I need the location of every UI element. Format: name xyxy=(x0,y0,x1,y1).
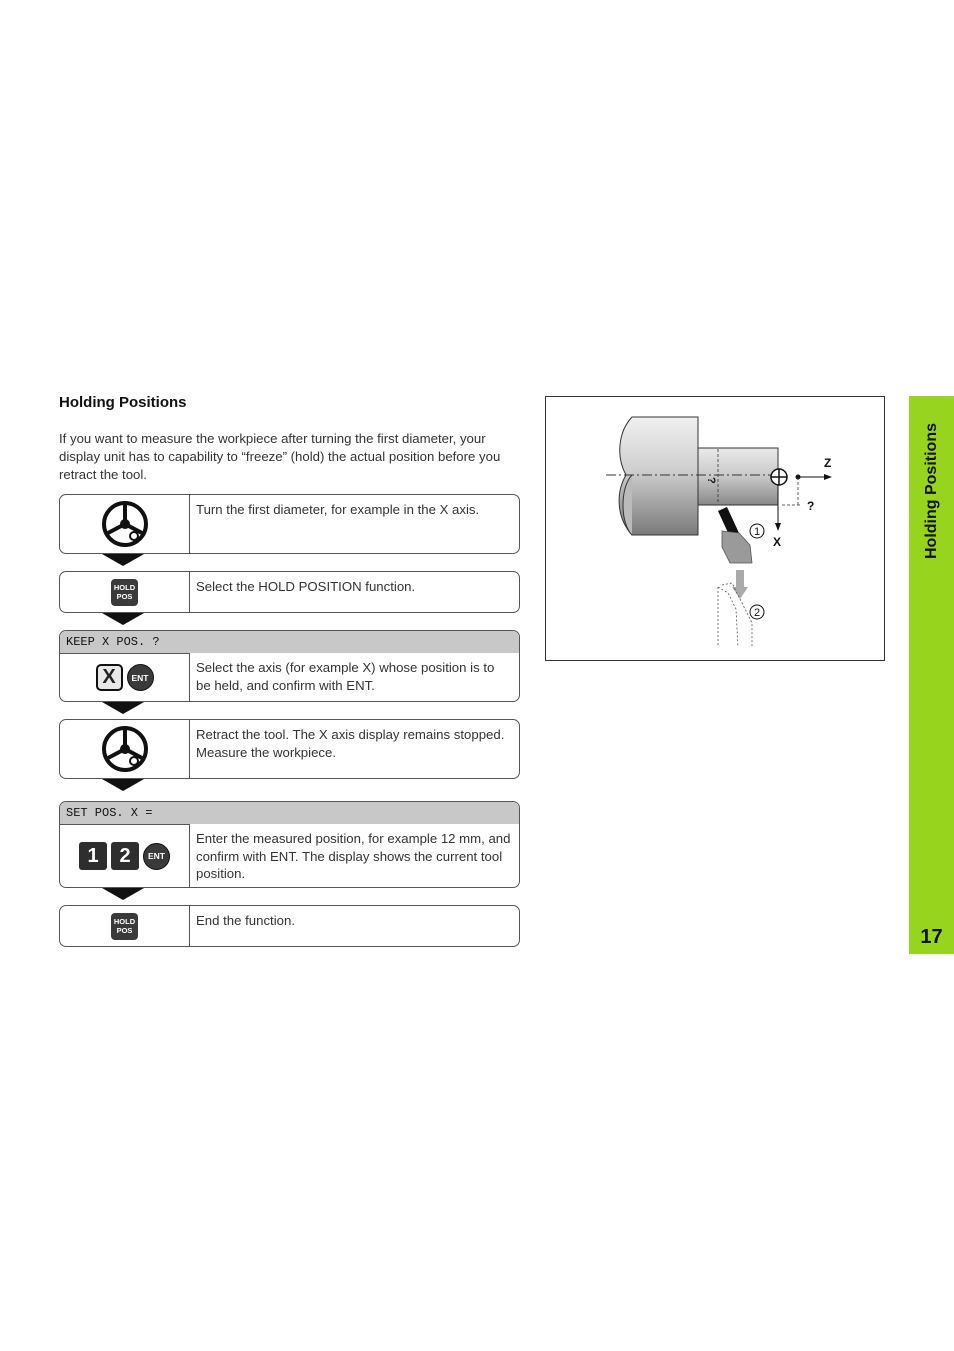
page-number: 17 xyxy=(920,926,943,948)
x-axis-label: X xyxy=(773,535,782,549)
step-4-text: Retract the tool. The X axis display remains stopped. Measure the workpiece. xyxy=(196,727,505,760)
step-2-box xyxy=(59,571,520,613)
hold-key-label-1: HOLD xyxy=(113,917,136,926)
flow-arrow xyxy=(102,613,144,625)
step-5-text: Enter the measured position, for example 12 mm, and confirm with ENT. The display shows the current tool position. xyxy=(196,831,511,881)
hold-pos-key[interactable] xyxy=(111,913,138,940)
flow-arrow xyxy=(102,888,144,900)
z-axis-label: Z xyxy=(824,456,832,470)
handwheel-icon xyxy=(100,499,150,549)
marker-2-label: 2 xyxy=(753,607,761,619)
step-3-text: Select the axis (for example X) whose position is to be held, and confirm with ENT. xyxy=(196,660,495,693)
step-2-icon-cell xyxy=(60,572,190,612)
step-5-box xyxy=(59,801,520,888)
digit-2-key[interactable]: 2 xyxy=(111,842,139,870)
step-6-text: End the function. xyxy=(196,913,295,928)
side-tab-title: Holding Positions xyxy=(922,423,940,559)
turning-diagram xyxy=(545,396,885,661)
set-pos-prompt: SET POS. X = xyxy=(60,802,519,824)
marker-1-label: 1 xyxy=(753,526,761,538)
step-1-icon-cell xyxy=(60,495,190,553)
flow-arrow xyxy=(102,554,144,566)
step-1-box xyxy=(59,494,520,554)
step-6-box xyxy=(59,905,520,947)
diameter-dimension-label: ? xyxy=(705,477,717,484)
step-5-icon-cell xyxy=(60,824,190,887)
digit-1-key[interactable]: 1 xyxy=(79,842,107,870)
flow-arrow xyxy=(102,702,144,714)
hold-pos-key[interactable] xyxy=(111,579,138,606)
hold-key-label-1: HOLD xyxy=(113,583,136,592)
intro-paragraph: If you want to measure the workpiece after turning the first diameter, your display unit has to capability to “freeze” (hold) the actual position before you retract the tool. xyxy=(59,431,501,482)
section-heading: Holding Positions xyxy=(59,394,187,411)
lathe-illustration xyxy=(546,397,884,660)
step-1-text: Turn the first diameter, for example in the X axis. xyxy=(196,502,480,517)
right-dimension-label: ? xyxy=(807,499,815,513)
keep-pos-prompt: KEEP X POS. ? xyxy=(60,631,519,653)
step-3-icon-cell xyxy=(60,653,190,701)
flow-arrow xyxy=(102,779,144,791)
step-3-box xyxy=(59,630,520,702)
x-axis-key[interactable]: X xyxy=(96,664,123,691)
step-4-box xyxy=(59,719,520,779)
hold-key-label-2: POS xyxy=(116,592,133,601)
hold-key-label-2: POS xyxy=(116,926,133,935)
ent-key[interactable]: ENT xyxy=(143,843,170,870)
step-6-icon-cell xyxy=(60,906,190,946)
step-4-icon-cell xyxy=(60,720,190,778)
step-2-text: Select the HOLD POSITION function. xyxy=(196,579,416,594)
ent-key[interactable]: ENT xyxy=(127,664,154,691)
handwheel-icon xyxy=(100,724,150,774)
